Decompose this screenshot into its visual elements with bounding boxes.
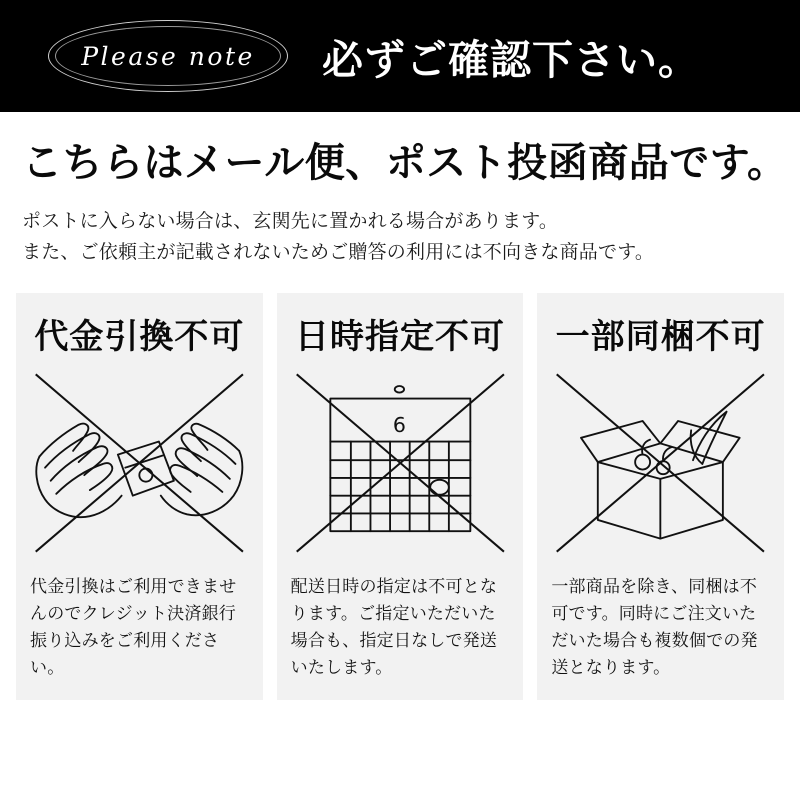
calendar-icon <box>293 364 508 562</box>
hands-cash-icon <box>32 364 247 562</box>
open-box-icon <box>553 364 768 562</box>
headline-section <box>0 112 800 269</box>
banner-title: 必ずご確認下さい。 <box>322 35 700 84</box>
page-title: こちらはメール便、ポスト投函商品です。 <box>22 140 788 186</box>
card-title: 代金引換不可 <box>34 316 245 357</box>
notice-cards <box>0 293 800 701</box>
card-bundling <box>537 293 784 701</box>
card-description: 配送日時の指定は不可となります。ご指定いただいた場合も、指定日なしで発送いたします。 <box>290 576 498 679</box>
subtext-line-1: ポストに入らない場合は、玄関先に置かれる場合があります。 <box>22 210 559 232</box>
card-date-designation <box>277 293 524 701</box>
svg-text:6: 6 <box>392 412 406 437</box>
subtext-line-2: また、ご依頼主が記載されないためご贈答の利用には不向きな商品です。 <box>22 241 655 264</box>
card-description: 代金引換はご利用できませんのでクレジット決済銀行振り込みをご利用ください。 <box>30 576 237 679</box>
subtext-block <box>22 206 778 269</box>
card-title: 日時指定不可 <box>295 316 505 357</box>
card-title: 一部同梱不可 <box>555 316 766 357</box>
top-banner <box>0 0 800 112</box>
card-cash-on-delivery <box>16 293 263 701</box>
please-note-badge <box>48 20 288 92</box>
badge-label: Please note <box>81 41 255 71</box>
card-description: 一部商品を除き、同梱は不可です。同時にご注文いただいた場合も複数個での発送となります。 <box>551 576 758 679</box>
